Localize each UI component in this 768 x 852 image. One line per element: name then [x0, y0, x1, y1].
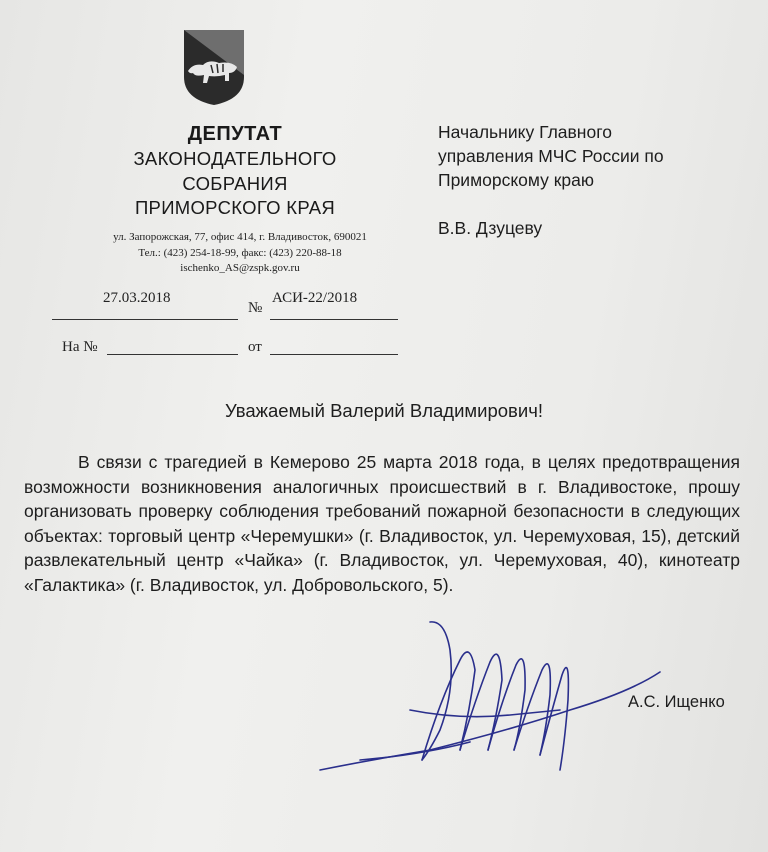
handwritten-signature [310, 610, 670, 780]
letter-date: 27.03.2018 [103, 290, 171, 306]
deputy-title: ДЕПУТАТ [187, 123, 283, 145]
addressee-block [438, 120, 664, 192]
addressee-line-1: Начальнику Главного [438, 122, 612, 142]
addressee-line-2: управления МЧС России по [438, 146, 664, 166]
header-line-3: ПРИМОРСКОГО КРАЯ [134, 197, 336, 218]
addressee-name: В.В. Дзуцеву [438, 218, 543, 238]
contact-email: ischenko_AS@zspk.gov.ru [180, 262, 300, 274]
date-underline [52, 319, 238, 320]
from-label: от [248, 339, 262, 355]
contact-phone: Тел.: (423) 254-18-99, факс: (423) 220-88-18 [138, 247, 342, 259]
header-line-1: ЗАКОНОДАТЕЛЬНОГО [133, 148, 337, 169]
letter-number: АСИ-22/2018 [272, 290, 358, 306]
from-underline [270, 354, 398, 355]
number-label: № [248, 300, 263, 316]
reply-underline [107, 354, 238, 355]
header-line-2: СОБРАНИЯ [182, 173, 288, 194]
contact-address: ул. Запорожская, 77, офис 414, г. Владивосток, 690021 [113, 231, 367, 243]
letter-body: В связи с трагедией в Кемерово 25 марта 2018 года, в целях предотвращения возможности возникновения аналогичных происшествий в г. Владивостоке, прошу организовать проверку соблюдения требований пожарной безопасности в следующих объектах: торговый центр «Черемушки» (г. Владивосток, ул. Черемуховая, 15), детский развлекательный центр «Чайка» (г. Владивосток, ул. Черемуховая, 40), кинотеатр «Галактика» (г. Владивосток, ул. Добровольского, 5). [24, 452, 740, 595]
addressee-line-3: Приморскому краю [438, 170, 595, 190]
number-underline [270, 319, 398, 320]
signatory-name: А.С. Ищенко [628, 693, 725, 711]
coat-of-arms-icon [181, 27, 247, 107]
reply-label: На № [62, 339, 98, 355]
greeting: Уважаемый Валерий Владимирович! [225, 400, 543, 421]
